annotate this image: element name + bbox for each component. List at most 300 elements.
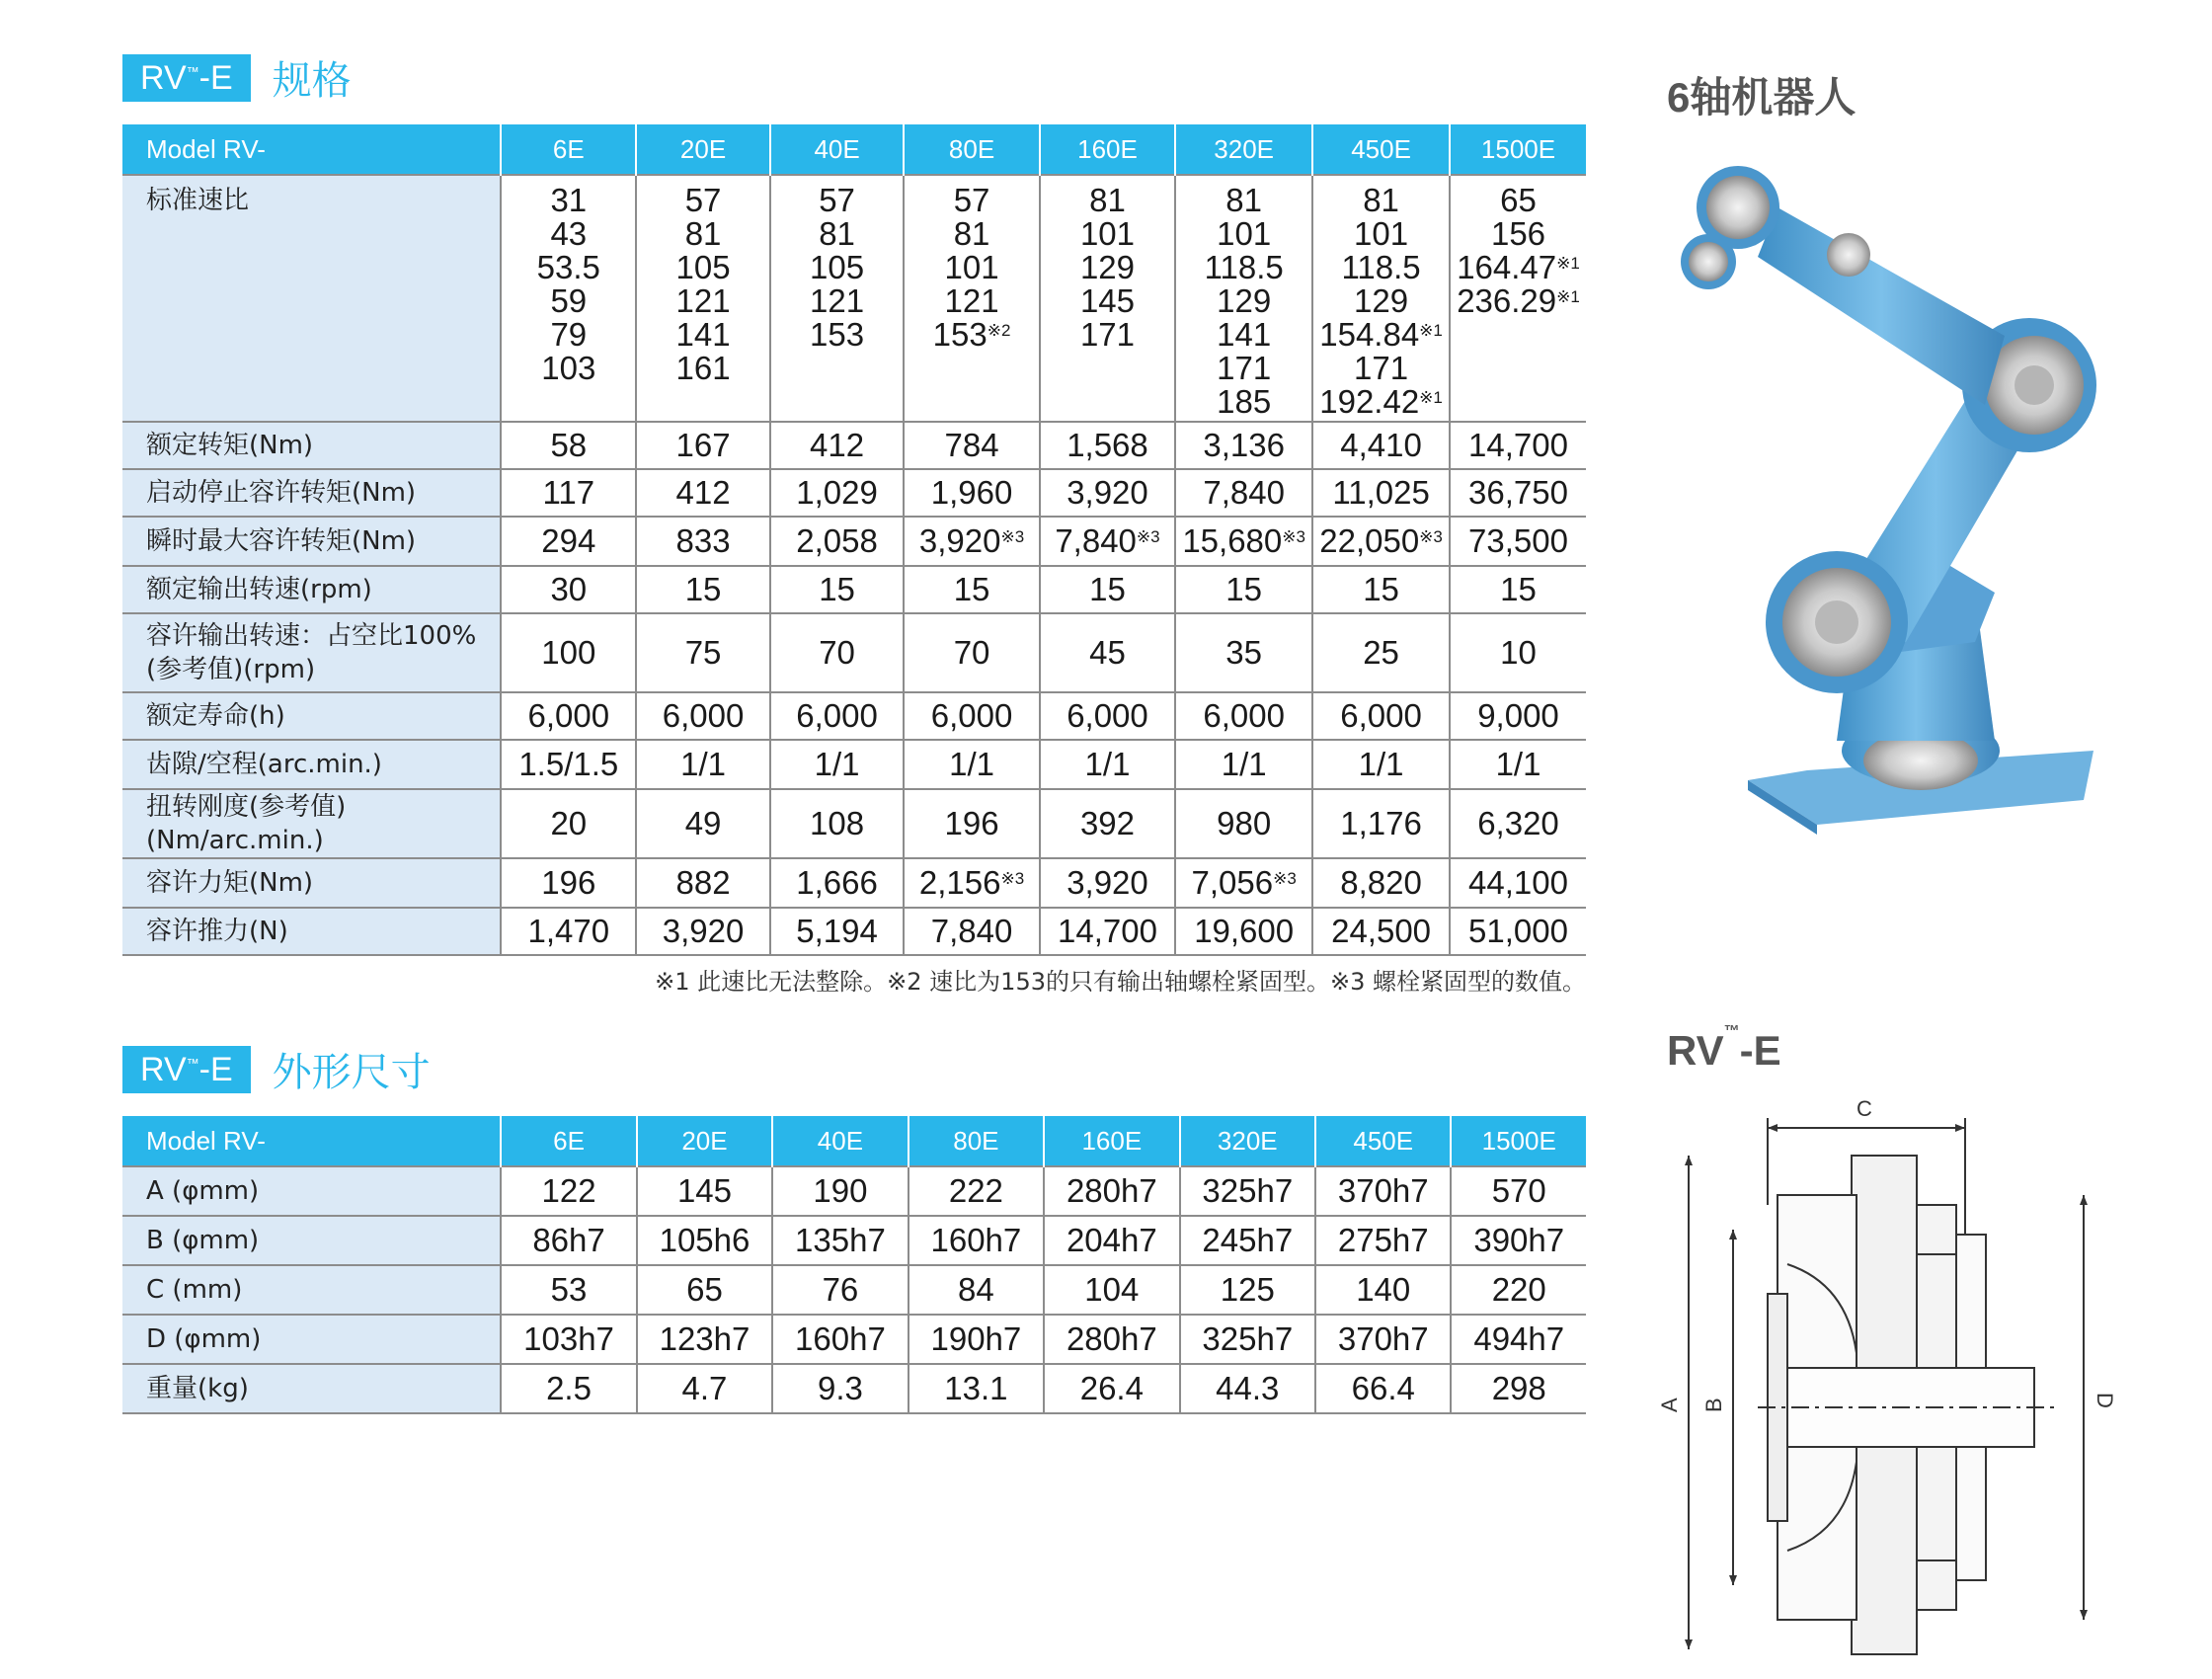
ratio-value xyxy=(637,251,769,284)
table-cell xyxy=(636,858,770,908)
table-row xyxy=(122,1364,1586,1413)
table-cell xyxy=(1450,908,1586,955)
ratio-text: 141 xyxy=(675,316,731,353)
cell-value: 70 xyxy=(953,634,990,671)
ratio-text: 161 xyxy=(675,350,731,386)
table-cell xyxy=(1312,692,1450,740)
table-row xyxy=(122,422,1586,469)
ratio-value xyxy=(637,217,769,251)
label-b: B xyxy=(1701,1398,1726,1412)
cell-value: 8,820 xyxy=(1340,864,1422,901)
spec-table-header xyxy=(122,124,1586,175)
table-cell: 66.4 xyxy=(1315,1364,1451,1413)
dim-table xyxy=(122,1116,1586,1414)
table-cell xyxy=(1312,740,1450,789)
table-cell: 103h7 xyxy=(501,1315,636,1364)
table-cell xyxy=(1450,789,1586,858)
ratio-text: 31 xyxy=(550,182,588,218)
table-cell xyxy=(770,422,905,469)
spec-col-450e: 450E xyxy=(1312,124,1450,175)
cell-value: 6,000 xyxy=(1203,697,1285,734)
cell-value: 36,750 xyxy=(1468,474,1568,511)
table-cell: 65 xyxy=(637,1265,772,1315)
ratio-text: 171 xyxy=(1079,316,1136,353)
table-cell: 325h7 xyxy=(1180,1166,1315,1216)
note-mark: ※1 xyxy=(1556,254,1580,273)
table-cell xyxy=(770,858,905,908)
ratio-value xyxy=(905,184,1038,217)
cell-value: 6,000 xyxy=(796,697,878,734)
ratio-text: 121 xyxy=(810,282,865,319)
table-cell: 125 xyxy=(1180,1265,1315,1315)
table-row xyxy=(122,1216,1586,1265)
row-label: 额定输出转速(rpm) xyxy=(122,566,501,613)
table-row-standard-ratio xyxy=(122,175,1586,422)
table-cell: 76 xyxy=(772,1265,908,1315)
table-cell xyxy=(636,789,770,858)
table-cell: 105h6 xyxy=(637,1216,772,1265)
cell-value: 6,320 xyxy=(1477,805,1559,841)
cell-value: 15 xyxy=(953,571,990,607)
table-cell: 123h7 xyxy=(637,1315,772,1364)
label-a: A xyxy=(1657,1398,1682,1412)
cell-value: 15 xyxy=(819,571,855,607)
table-row xyxy=(122,858,1586,908)
cell-value: 3,920 xyxy=(1066,474,1148,511)
cell-value: 196 xyxy=(944,805,999,841)
robot-title: 6轴机器人 xyxy=(1667,74,1856,120)
ratio-cell xyxy=(636,175,770,422)
table-cell xyxy=(501,517,636,566)
ratio-text: 57 xyxy=(684,182,722,218)
table-cell xyxy=(501,613,636,692)
table-cell xyxy=(1312,566,1450,613)
table-cell: 122 xyxy=(501,1166,636,1216)
table-row xyxy=(122,789,1586,858)
ratio-value xyxy=(1451,251,1586,284)
ratio-value xyxy=(905,251,1038,284)
cell-value: 100 xyxy=(541,634,596,671)
ratio-value xyxy=(1451,217,1586,251)
ratio-text: 105 xyxy=(810,249,865,285)
ratio-cell xyxy=(770,175,905,422)
ratio-text: 185 xyxy=(1217,383,1272,420)
ratio-value xyxy=(1313,318,1449,352)
table-row xyxy=(122,908,1586,955)
table-cell: 370h7 xyxy=(1315,1315,1451,1364)
note-mark: ※1 xyxy=(1419,321,1443,340)
ratio-text: 81 xyxy=(1363,182,1399,218)
table-cell xyxy=(1040,566,1175,613)
cell-value: 1,176 xyxy=(1340,805,1422,841)
table-cell xyxy=(1040,692,1175,740)
table-row xyxy=(122,740,1586,789)
cell-value: 15 xyxy=(1089,571,1126,607)
ratio-value xyxy=(1176,318,1311,352)
cell-value: 3,920 xyxy=(1066,864,1148,901)
cell-value: 784 xyxy=(944,427,999,463)
cell-value: 7,056 xyxy=(1191,864,1274,901)
row-label: 瞬时最大容许转矩(Nm) xyxy=(122,517,501,566)
table-cell xyxy=(1175,740,1312,789)
cell-value: 44,100 xyxy=(1468,864,1568,901)
ratio-text: 118.5 xyxy=(1341,249,1421,285)
dim-table-header xyxy=(122,1116,1586,1166)
cell-value: 14,700 xyxy=(1058,913,1157,949)
cell-value: 7,840 xyxy=(1055,522,1137,559)
table-cell: 298 xyxy=(1451,1364,1586,1413)
ratio-text: 192.42 xyxy=(1319,383,1420,420)
table-cell xyxy=(770,469,905,517)
row-label: 额定寿命(h) xyxy=(122,692,501,740)
table-cell: 84 xyxy=(908,1265,1044,1315)
dim-col-160e: 160E xyxy=(1044,1116,1179,1166)
ratio-value xyxy=(1041,318,1174,352)
table-cell xyxy=(1450,566,1586,613)
table-cell xyxy=(904,692,1039,740)
cell-value: 6,000 xyxy=(662,697,745,734)
cell-value: 70 xyxy=(819,634,855,671)
ratio-value xyxy=(1451,184,1586,217)
table-cell: 53 xyxy=(501,1265,636,1315)
table-cell xyxy=(1175,517,1312,566)
dim-col-80e: 80E xyxy=(908,1116,1044,1166)
ratio-value xyxy=(905,284,1038,318)
ratio-value xyxy=(1176,385,1311,419)
cell-value: 294 xyxy=(541,522,596,559)
ratio-text: 65 xyxy=(1500,182,1537,218)
table-cell xyxy=(1175,692,1312,740)
row-label: 容许输出转速：占空比100% (参考值)(rpm) xyxy=(122,613,501,692)
dim-col-450e: 450E xyxy=(1315,1116,1451,1166)
table-row xyxy=(122,613,1586,692)
cell-value: 3,920 xyxy=(918,522,1001,559)
table-cell xyxy=(904,858,1039,908)
ratio-value xyxy=(771,251,904,284)
dim-col-20e: 20E xyxy=(637,1116,772,1166)
cell-value: 7,840 xyxy=(930,913,1013,949)
label-d: D xyxy=(2093,1393,2117,1408)
note-mark: ※3 xyxy=(1273,869,1297,888)
cell-value: 108 xyxy=(810,805,865,841)
ratio-value xyxy=(1041,184,1174,217)
ratio-text: 101 xyxy=(1217,215,1272,252)
table-cell: 140 xyxy=(1315,1265,1451,1315)
ratio-value xyxy=(1176,217,1311,251)
table-cell xyxy=(1040,422,1175,469)
cell-value: 167 xyxy=(675,427,731,463)
table-cell xyxy=(636,740,770,789)
drawing-title: RV™-E xyxy=(1667,1023,1781,1074)
cell-value: 45 xyxy=(1089,634,1126,671)
table-cell: 190 xyxy=(772,1166,908,1216)
cell-value: 1/1 xyxy=(1495,746,1541,782)
cell-value: 1,666 xyxy=(796,864,878,901)
ratio-value xyxy=(1176,184,1311,217)
note-mark: ※3 xyxy=(1000,527,1025,546)
ratio-value xyxy=(771,284,904,318)
ratio-value xyxy=(502,352,635,385)
cell-value: 833 xyxy=(675,522,731,559)
rv-e-dimension-drawing xyxy=(1657,1096,2117,1669)
table-row xyxy=(122,692,1586,740)
table-cell: 86h7 xyxy=(501,1216,636,1265)
table-cell xyxy=(904,422,1039,469)
cell-value: 24,500 xyxy=(1331,913,1432,949)
table-cell: 222 xyxy=(908,1166,1044,1216)
ratio-cell xyxy=(904,175,1039,422)
ratio-value xyxy=(637,284,769,318)
row-label: 启动停止容许转矩(Nm) xyxy=(122,469,501,517)
row-label: D (φmm) xyxy=(122,1315,501,1364)
table-row xyxy=(122,566,1586,613)
ratio-text: 103 xyxy=(541,350,596,386)
ratio-value xyxy=(502,217,635,251)
row-label: 重量(kg) xyxy=(122,1364,501,1413)
ratio-value xyxy=(1451,284,1586,318)
note-mark: ※3 xyxy=(1419,527,1443,546)
table-cell xyxy=(501,566,636,613)
ratio-text: 164.47 xyxy=(1457,249,1557,285)
table-cell xyxy=(501,740,636,789)
table-cell: 280h7 xyxy=(1044,1315,1179,1364)
spec-col-320e: 320E xyxy=(1175,124,1312,175)
table-cell: 570 xyxy=(1451,1166,1586,1216)
ratio-value xyxy=(905,318,1038,352)
cell-value: 9,000 xyxy=(1477,697,1559,734)
table-row xyxy=(122,1166,1586,1216)
table-cell xyxy=(636,422,770,469)
table-cell xyxy=(904,469,1039,517)
table-cell xyxy=(501,422,636,469)
table-cell xyxy=(1175,858,1312,908)
ratio-value xyxy=(502,251,635,284)
ratio-value xyxy=(502,318,635,352)
table-cell xyxy=(636,908,770,955)
table-cell xyxy=(1312,422,1450,469)
ratio-text: 129 xyxy=(1217,282,1272,319)
table-cell xyxy=(770,740,905,789)
cell-value: 1/1 xyxy=(1358,746,1404,782)
ratio-value xyxy=(905,217,1038,251)
table-cell: 145 xyxy=(637,1166,772,1216)
dim-col-40e: 40E xyxy=(772,1116,908,1166)
cell-value: 15 xyxy=(1500,571,1537,607)
table-cell xyxy=(904,740,1039,789)
label-c: C xyxy=(1856,1096,1872,1121)
table-cell xyxy=(904,789,1039,858)
cell-value: 882 xyxy=(675,864,731,901)
ratio-value xyxy=(637,184,769,217)
table-cell: 4.7 xyxy=(637,1364,772,1413)
table-cell xyxy=(501,469,636,517)
cell-value: 7,840 xyxy=(1203,474,1285,511)
table-cell xyxy=(1450,613,1586,692)
ratio-text: 101 xyxy=(944,249,999,285)
cell-value: 6,000 xyxy=(1066,697,1148,734)
note-mark: ※3 xyxy=(1000,869,1025,888)
table-cell xyxy=(636,469,770,517)
cell-value: 1/1 xyxy=(949,746,994,782)
cell-value: 1/1 xyxy=(680,746,726,782)
cell-value: 58 xyxy=(550,427,588,463)
ratio-text: 101 xyxy=(1354,215,1409,252)
row-label: A (φmm) xyxy=(122,1166,501,1216)
cell-value: 2,058 xyxy=(796,522,878,559)
ratio-value xyxy=(502,284,635,318)
ratio-text: 53.5 xyxy=(536,249,600,285)
spec-col-40e: 40E xyxy=(770,124,905,175)
table-cell: 245h7 xyxy=(1180,1216,1315,1265)
cell-value: 2,156 xyxy=(918,864,1001,901)
ratio-text: 129 xyxy=(1079,249,1136,285)
table-cell xyxy=(1040,908,1175,955)
note-mark: ※1 xyxy=(1556,287,1580,306)
ratio-text: 141 xyxy=(1217,316,1272,353)
ratio-cell xyxy=(1175,175,1312,422)
cell-value: 1,470 xyxy=(527,913,610,949)
ratio-text: 121 xyxy=(675,282,731,319)
table-cell xyxy=(501,789,636,858)
cell-value: 15 xyxy=(1225,571,1263,607)
table-cell: 494h7 xyxy=(1451,1315,1586,1364)
spec-col-160e: 160E xyxy=(1040,124,1175,175)
ratio-value xyxy=(1176,352,1311,385)
table-cell xyxy=(1312,517,1450,566)
table-cell xyxy=(1450,422,1586,469)
table-cell: 13.1 xyxy=(908,1364,1044,1413)
table-cell xyxy=(1450,740,1586,789)
cell-value: 117 xyxy=(542,474,595,511)
cell-value: 1,568 xyxy=(1066,427,1148,463)
table-cell xyxy=(904,566,1039,613)
table-cell xyxy=(904,908,1039,955)
dim-section-title: 外形尺寸 xyxy=(272,1050,431,1095)
cell-value: 4,410 xyxy=(1340,427,1422,463)
ratio-text: 81 xyxy=(1089,182,1126,218)
cell-value: 15,680 xyxy=(1182,522,1283,559)
row-label: 容许力矩(Nm) xyxy=(122,858,501,908)
table-cell: 204h7 xyxy=(1044,1216,1179,1265)
ratio-text: 81 xyxy=(1225,182,1263,218)
table-cell xyxy=(1175,613,1312,692)
ratio-cell xyxy=(1450,175,1586,422)
table-cell xyxy=(770,566,905,613)
note-mark: ※1 xyxy=(1419,388,1443,407)
row-label: 扭转刚度(参考值)(Nm/arc.min.) xyxy=(122,789,501,858)
row-label: B (φmm) xyxy=(122,1216,501,1265)
cell-value: 1/1 xyxy=(1221,746,1267,782)
ratio-text: 101 xyxy=(1079,215,1136,252)
table-cell: 390h7 xyxy=(1451,1216,1586,1265)
table-cell: 280h7 xyxy=(1044,1166,1179,1216)
cell-value: 75 xyxy=(684,634,722,671)
ratio-text: 81 xyxy=(684,215,722,252)
ratio-value xyxy=(1313,352,1449,385)
ratio-value xyxy=(1041,251,1174,284)
table-cell: 370h7 xyxy=(1315,1166,1451,1216)
ratio-value xyxy=(1041,217,1174,251)
ratio-value xyxy=(1313,251,1449,284)
ratio-text: 81 xyxy=(819,215,855,252)
table-row xyxy=(122,469,1586,517)
row-label: C (mm) xyxy=(122,1265,501,1315)
table-cell: 135h7 xyxy=(772,1216,908,1265)
dim-badge: RV™-E xyxy=(122,1046,251,1093)
table-cell: 2.5 xyxy=(501,1364,636,1413)
table-cell: 104 xyxy=(1044,1265,1179,1315)
ratio-text: 153 xyxy=(810,316,865,353)
note-mark: ※3 xyxy=(1136,527,1160,546)
table-cell: 160h7 xyxy=(908,1216,1044,1265)
table-cell xyxy=(1312,789,1450,858)
ratio-text: 154.84 xyxy=(1319,316,1420,353)
cell-value: 392 xyxy=(1079,805,1136,841)
ratio-value xyxy=(1313,217,1449,251)
ratio-text: 79 xyxy=(550,316,588,353)
ratio-value xyxy=(637,318,769,352)
ratio-value xyxy=(637,352,769,385)
ratio-value xyxy=(1313,385,1449,419)
spec-col-6e: 6E xyxy=(501,124,636,175)
table-cell xyxy=(904,613,1039,692)
table-cell: 44.3 xyxy=(1180,1364,1315,1413)
table-cell xyxy=(1450,858,1586,908)
cell-value: 30 xyxy=(550,571,588,607)
ratio-text: 118.5 xyxy=(1204,249,1284,285)
note-mark: ※2 xyxy=(987,321,1011,340)
table-cell xyxy=(1450,469,1586,517)
table-cell xyxy=(1040,517,1175,566)
cell-value: 49 xyxy=(684,805,722,841)
row-label: 额定转矩(Nm) xyxy=(122,422,501,469)
table-cell xyxy=(501,858,636,908)
cell-value: 3,920 xyxy=(662,913,745,949)
table-cell xyxy=(636,517,770,566)
table-row xyxy=(122,1315,1586,1364)
spec-col-80e: 80E xyxy=(904,124,1039,175)
cell-value: 11,025 xyxy=(1332,474,1430,511)
spec-col-model: Model RV- xyxy=(122,124,501,175)
note-mark: ※3 xyxy=(1282,527,1305,546)
table-cell: 26.4 xyxy=(1044,1364,1179,1413)
cell-value: 412 xyxy=(810,427,865,463)
ratio-value xyxy=(1313,284,1449,318)
table-row xyxy=(122,517,1586,566)
cell-value: 20 xyxy=(550,805,588,841)
table-cell xyxy=(1450,692,1586,740)
table-cell xyxy=(1175,789,1312,858)
ratio-text: 121 xyxy=(944,282,999,319)
table-cell xyxy=(636,692,770,740)
cell-value: 6,000 xyxy=(527,697,610,734)
table-cell xyxy=(1040,789,1175,858)
cell-value: 196 xyxy=(541,864,596,901)
cell-value: 15 xyxy=(684,571,722,607)
ratio-value xyxy=(771,184,904,217)
table-cell: 275h7 xyxy=(1315,1216,1451,1265)
ratio-cell xyxy=(1312,175,1450,422)
ratio-text: 156 xyxy=(1490,215,1546,252)
cell-value: 22,050 xyxy=(1319,522,1420,559)
ratio-value xyxy=(1176,251,1311,284)
cell-value: 10 xyxy=(1500,634,1537,671)
table-cell xyxy=(770,908,905,955)
spec-table xyxy=(122,124,1586,956)
cell-value: 1/1 xyxy=(814,746,860,782)
table-cell xyxy=(770,517,905,566)
ratio-text: 171 xyxy=(1354,350,1409,386)
